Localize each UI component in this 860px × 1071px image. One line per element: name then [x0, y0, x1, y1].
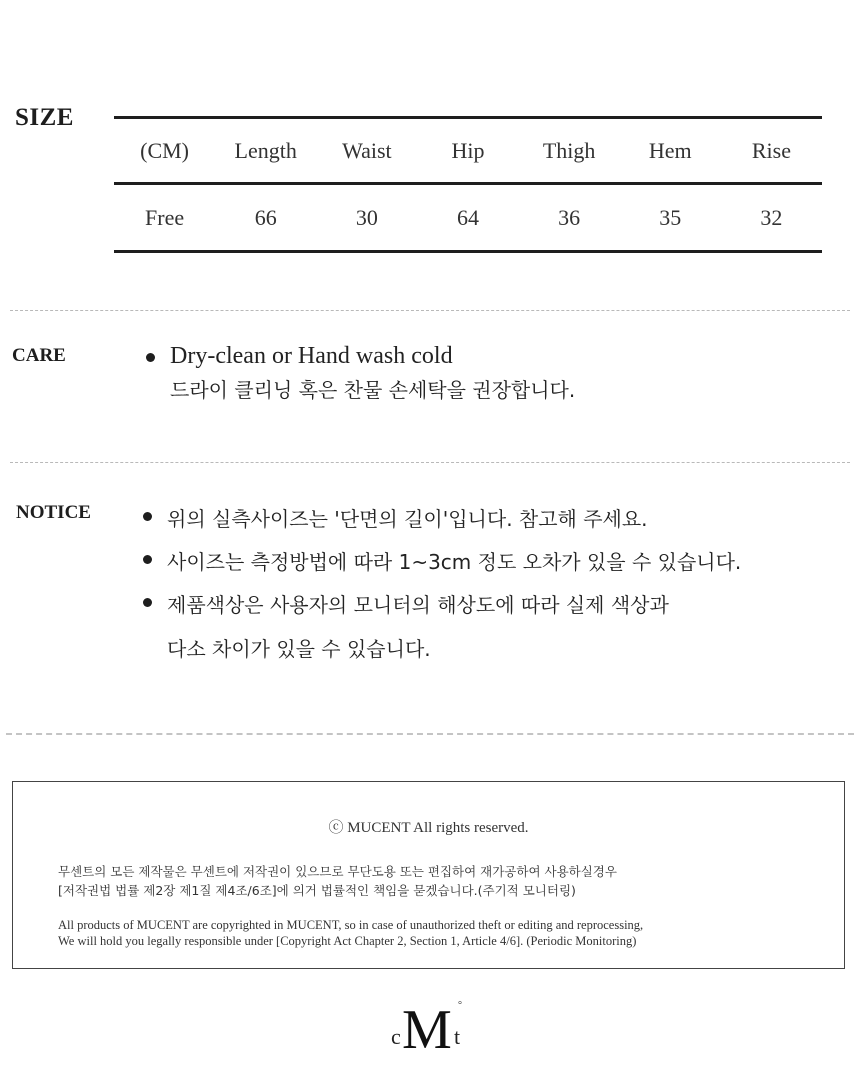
copyright-title: ⓒ MUCENT All rights reserved. — [328, 820, 529, 836]
notice-item-3-line-2: 다소 차이가 있을 수 있습니다. — [167, 637, 431, 661]
cell-waist: 30 — [355, 204, 378, 230]
logo-small-mark: ° — [458, 1000, 462, 1011]
brand-logo — [388, 994, 478, 1054]
size-section-title: SIZE — [15, 104, 74, 131]
bullet-dot — [143, 512, 152, 521]
section-divider — [6, 733, 854, 735]
header-cell-hip: Hip — [451, 137, 485, 163]
copyright-english-line-2: We will hold you legally responsible under [Copyright Act Chapter 2, Section 1, Article 4/6]. (Periodic Monitoring) — [58, 934, 637, 948]
size-table-header-row — [114, 118, 822, 184]
care-item-english: Dry-clean or Hand wash cold — [170, 343, 453, 369]
copyright-korean-line-1: 무센트의 모든 제작물은 무센트에 저작권이 있으므로 무단도용 또는 편집하여 재가공하여 사용하실경우 — [58, 864, 617, 879]
copyright-box — [12, 781, 845, 969]
cell-thigh: 36 — [558, 204, 581, 230]
logo-letter-t: t — [454, 1024, 461, 1049]
size-table — [114, 116, 822, 253]
section-divider — [10, 310, 850, 311]
care-item-korean: 드라이 클리닝 혹은 찬물 손세탁을 권장합니다. — [170, 378, 576, 402]
size-table-row — [114, 184, 822, 252]
header-cell-rise: Rise — [751, 137, 791, 163]
notice-section-label: NOTICE — [16, 502, 91, 523]
bullet-dot — [146, 353, 155, 362]
header-cell-unit: (CM) — [140, 137, 190, 163]
bullet-dot — [143, 555, 152, 564]
header-cell-thigh: Thigh — [542, 137, 596, 163]
header-cell-length: Length — [234, 137, 297, 163]
notice-item-2: 사이즈는 측정방법에 따라 1~3cm 정도 오차가 있을 수 있습니다. — [167, 550, 742, 574]
section-divider — [10, 462, 850, 463]
cell-hem: 35 — [659, 204, 682, 230]
cell-length: 66 — [254, 204, 277, 230]
header-cell-hem: Hem — [648, 137, 692, 163]
copyright-english-line-1: All products of MUCENT are copyrighted in MUCENT, so in case of unauthorized theft or editing and reprocessing, — [58, 918, 644, 932]
cell-rise: 32 — [760, 204, 783, 230]
logo-letter-m: M — [402, 999, 452, 1054]
notice-item-1: 위의 실측사이즈는 '단면의 길이'입니다. 참고해 주세요. — [167, 507, 648, 531]
care-section-label: CARE — [12, 345, 66, 366]
bullet-dot — [143, 598, 152, 607]
notice-item-3-line-1: 제품색상은 사용자의 모니터의 해상도에 따라 실제 색상과 — [167, 593, 669, 617]
header-cell-waist: Waist — [342, 137, 392, 163]
copyright-korean-line-2: [저작권법 법률 제2장 제1질 제4조/6조]에 의거 법률적인 책임을 묻겠습니다.(주기적 모니터링) — [58, 883, 576, 898]
cell-hip: 64 — [456, 204, 479, 230]
cell-size-name: Free — [145, 204, 185, 230]
logo-letter-c: c — [391, 1024, 401, 1049]
